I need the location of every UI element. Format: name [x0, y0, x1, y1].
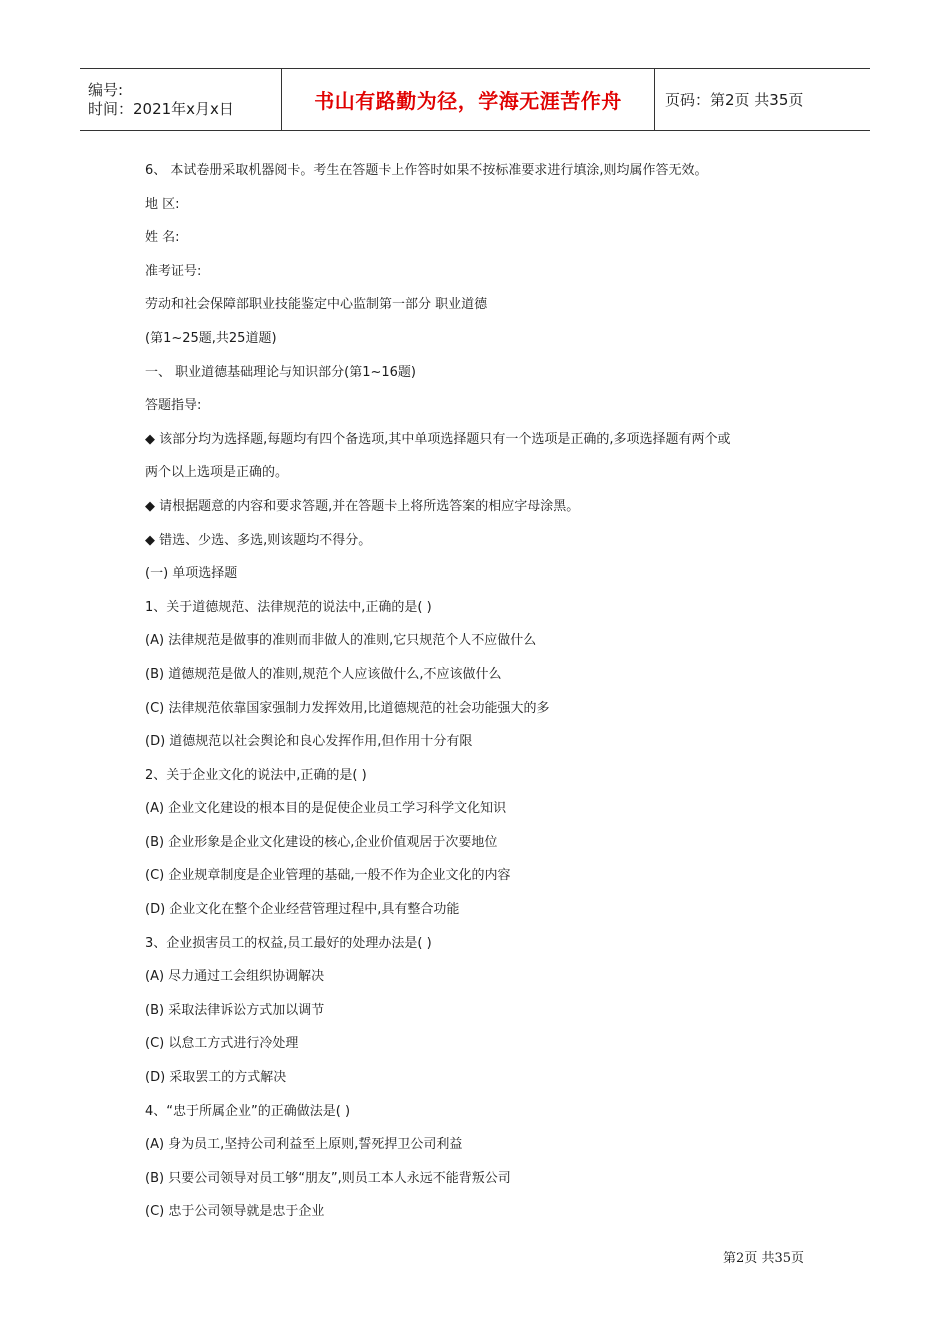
time-label: 时间：2021年x月x日 — [88, 99, 234, 118]
answer-option: (C) 法律规范依靠国家强制力发挥效用,比道德规范的社会功能强大的多 — [145, 700, 550, 716]
question-stem: 4、“忠于所属企业”的正确做法是( ) — [145, 1103, 351, 1119]
answer-option: (C) 企业规章制度是企业管理的基础,一般不作为企业文化的内容 — [145, 868, 511, 884]
answer-option: (A) 身为员工,坚持公司利益至上原则,誓死捍卫公司利益 — [145, 1137, 463, 1153]
serial-label: 编号: — [88, 80, 124, 99]
answer-option: (B) 采取法律诉讼方式加以调节 — [145, 1002, 325, 1018]
instruction-line: ◆ 该部分均为选择题,每题均有四个备选项,其中单项选择题只有一个选项是正确的,多项选择题有两个或 — [145, 431, 731, 447]
answer-option: (B) 企业形象是企业文化建设的核心,企业价值观居于次要地位 — [145, 834, 498, 850]
instruction-line: 两个以上选项是正确的。 — [145, 465, 289, 481]
answer-option: (D) 企业文化在整个企业经营管理过程中,具有整合功能 — [145, 902, 460, 918]
answer-option: (B) 道德规范是做人的准则,规范个人应该做什么,不应该做什么 — [145, 666, 502, 682]
answer-option: (A) 企业文化建设的根本目的是促使企业员工学习科学文化知识 — [145, 801, 507, 817]
answer-option: (C) 以怠工方式进行冷处理 — [145, 1036, 299, 1052]
header-meta — [80, 69, 281, 130]
header-motto: 书山有路勤为径，学海无涯苦作舟 — [281, 69, 655, 130]
answer-option: (D) 道德规范以社会舆论和良心发挥作用,但作用十分有限 — [145, 734, 473, 750]
text-line: 劳动和社会保障部职业技能鉴定中心监制第一部分 职业道德 — [145, 297, 488, 313]
question-stem: 1、关于道德规范、法律规范的说法中,正确的是( ) — [145, 599, 432, 615]
instruction-line: ◆ 错选、少选、多选,则该题均不得分。 — [145, 532, 372, 548]
question-stem: 3、企业损害员工的权益,员工最好的处理办法是( ) — [145, 935, 432, 951]
page-header — [80, 68, 870, 131]
text-line: 答题指导: — [145, 398, 202, 414]
answer-option: (C) 忠于公司领导就是忠于企业 — [145, 1204, 325, 1220]
text-line: (第1~25题,共25道题) — [145, 330, 277, 346]
text-line: 6、 本试卷册采取机器阅卡。考生在答题卡上作答时如果不按标准要求进行填涂,则均属作答无效。 — [145, 163, 708, 178]
page-footer: 第2页 共35页 — [723, 1251, 804, 1266]
subsection-heading: (一) 单项选择题 — [145, 566, 238, 582]
document-body — [145, 154, 845, 1229]
instruction-line: ◆ 请根据题意的内容和要求答题,并在答题卡上将所选答案的相应字母涂黑。 — [145, 498, 580, 514]
answer-option: (A) 法律规范是做事的准则而非做人的准则,它只规范个人不应做什么 — [145, 633, 537, 649]
answer-option: (B) 只要公司领导对员工够“朋友”,则员工本人永远不能背叛公司 — [145, 1170, 511, 1186]
question-stem: 2、关于企业文化的说法中,正确的是( ) — [145, 767, 367, 783]
answer-option: (D) 采取罢工的方式解决 — [145, 1070, 287, 1086]
header-page-label: 页码：第2页 共35页 — [665, 91, 804, 109]
text-line: 姓 名: — [145, 230, 180, 246]
text-line: 地 区: — [145, 196, 180, 212]
answer-option: (A) 尽力通过工会组织协调解决 — [145, 969, 325, 985]
section-heading: 一、 职业道德基础理论与知识部分(第1~16题) — [145, 364, 416, 380]
text-line: 准考证号: — [145, 263, 202, 279]
